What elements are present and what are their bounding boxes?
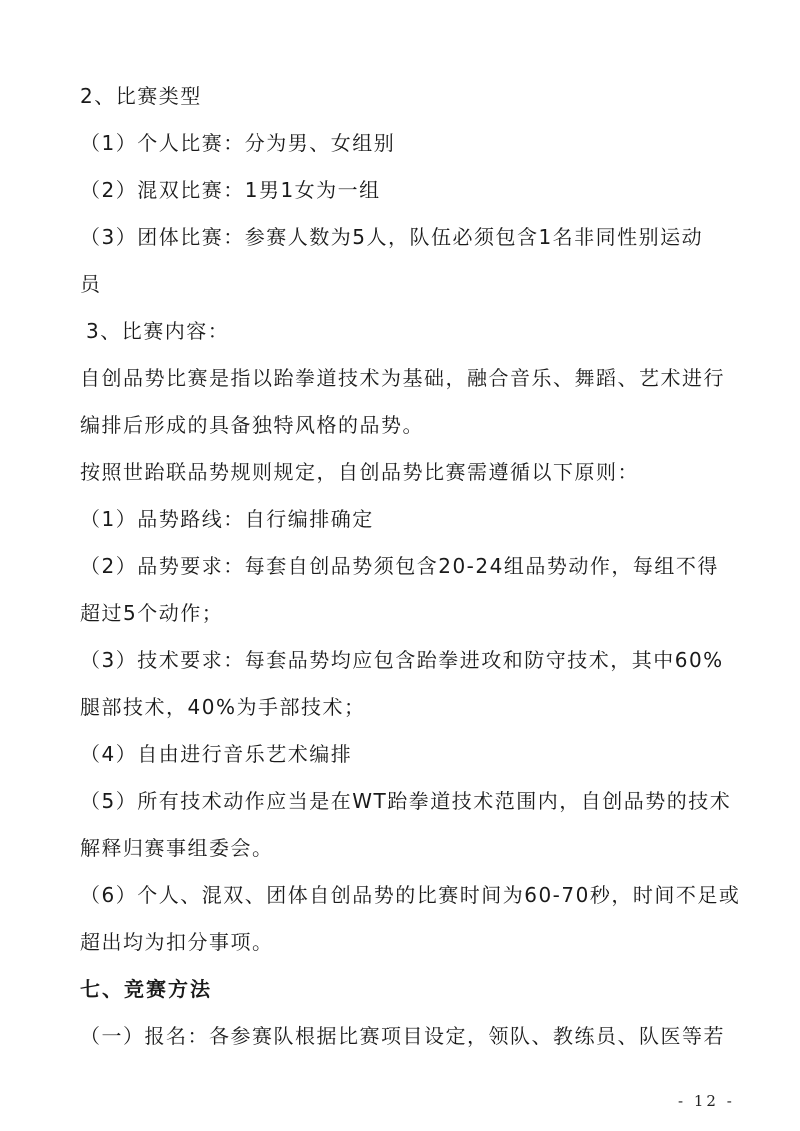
page-number: - 12 - — [678, 1092, 735, 1110]
text-line: 编排后形成的具备独特风格的品势。 — [80, 413, 424, 437]
text-line: （1）个人比赛：分为男、女组别 — [80, 131, 396, 155]
text-line: （2）品势要求：每套自创品势须包含20-24组品势动作，每组不得 — [80, 554, 719, 578]
text-line: （5）所有技术动作应当是在WT跆拳道技术范围内，自创品势的技术 — [80, 789, 732, 813]
text-line: 超出均为扣分事项。 — [80, 930, 274, 954]
text-line: 自创品势比赛是指以跆拳道技术为基础，融合音乐、舞蹈、艺术进行 — [80, 366, 725, 390]
text-line: （3）技术要求：每套品势均应包含跆拳进攻和防守技术，其中60% — [80, 648, 724, 672]
text-line: 解释归赛事组委会。 — [80, 836, 274, 860]
text-line: （1）品势路线：自行编排确定 — [80, 507, 374, 531]
text-line: 员 — [80, 272, 102, 296]
text-line: （4）自由进行音乐艺术编排 — [80, 742, 353, 766]
text-line: 按照世跆联品势规则规定，自创品势比赛需遵循以下原则： — [80, 460, 639, 484]
text-line: （2）混双比赛：1男1女为一组 — [80, 178, 381, 202]
text-line: 腿部技术，40%为手部技术； — [80, 695, 366, 719]
section-heading-competition-types: 2、比赛类型 — [80, 84, 202, 108]
section-heading-competition-content: 3、比赛内容： — [86, 319, 230, 343]
section-heading-competition-method: 七、竞赛方法 — [80, 977, 212, 1001]
text-line: （一）报名：各参赛队根据比赛项目设定，领队、教练员、队医等若 — [80, 1024, 725, 1048]
text-line: （3）团体比赛：参赛人数为5人，队伍必须包含1名非同性别运动 — [80, 225, 704, 249]
text-line: （6）个人、混双、团体自创品势的比赛时间为60-70秒，时间不足或 — [80, 883, 741, 907]
text-line: 超过5个动作； — [80, 601, 224, 625]
